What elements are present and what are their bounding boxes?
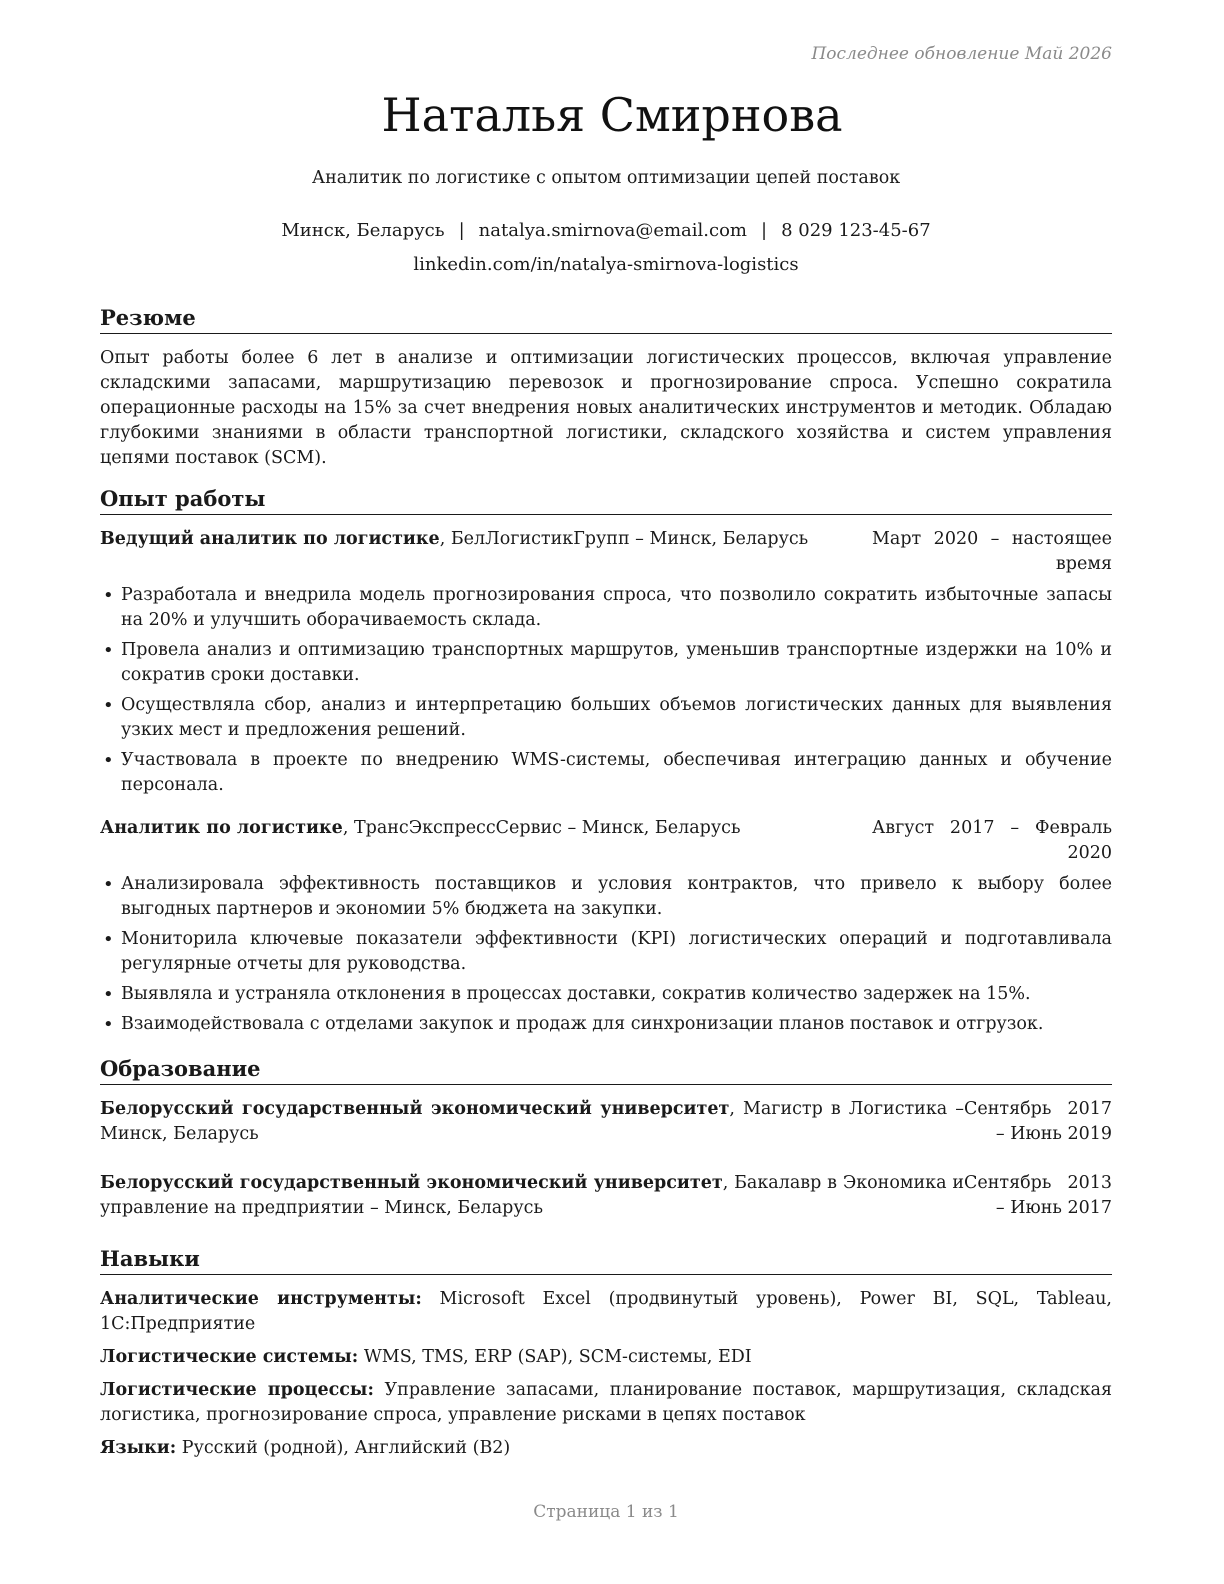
list-item: • Осуществляла сбор, анализ и интерпретацию больших объемов логистических данных для выявления узких мест и предложения решений. — [100, 693, 1112, 743]
phone: 8 029 123-45-67 — [781, 220, 931, 241]
job-company: , ТрансЭкспрессСервис – Минск, Беларусь — [342, 818, 741, 838]
resume-content — [100, 304, 1112, 1469]
job-dates: Август 2017 – Февраль 2020 — [872, 818, 1112, 863]
education-item — [100, 1171, 1112, 1221]
skill-label: Логистические процессы: — [100, 1380, 374, 1400]
summary-text: Опыт работы более 6 лет в анализе и оптимизации логистических процессов, включая управление складскими запасами, маршрутизацию перевозок и прогнозирование спроса. Успешно сократила операционные расходы на 15% за счет внедрения новых аналитических инструментов и методик. Обладаю глубокими знаниями в области транспортной логистики, складского хозяйства и систем управления цепями поставок (SCM). — [100, 348, 1112, 468]
skill-label: Логистические системы: — [100, 1347, 359, 1367]
education-school: Белорусский государственный экономический университет — [100, 1173, 723, 1193]
education-dates: Сентябрь 2017 – Июнь 2019 — [964, 1099, 1112, 1144]
skill-label: Языки: — [100, 1438, 177, 1458]
section-title-skills: Навыки — [100, 1245, 1112, 1275]
skill-line — [100, 1378, 1112, 1428]
job-bullets — [100, 583, 1112, 798]
job-position: Ведущий аналитик по логистике — [100, 529, 440, 549]
education-degree: , Магистр в Логистика – Минск, Беларусь — [100, 1099, 964, 1144]
list-item: • Анализировала эффективность поставщиков и условия контрактов, что привело к выбору более выгодных партнеров и экономии 5% бюджета на закупки. — [100, 872, 1112, 922]
section-title-education: Образование — [100, 1055, 1112, 1085]
list-item: • Мониторила ключевые показатели эффективности (KPI) логистических операций и подготавливала регулярные отчеты для руководства. — [100, 927, 1112, 977]
location: Минск, Беларусь — [281, 220, 445, 241]
skill-value: Русский (родной), Английский (B2) — [176, 1438, 511, 1458]
section-title-summary: Резюме — [100, 304, 1112, 334]
education-degree: , Бакалавр в Экономика и управление на предприятии – Минск, Беларусь — [100, 1173, 965, 1218]
linkedin-link[interactable]: linkedin.com/in/natalya-smirnova-logistics — [413, 254, 799, 275]
list-item: • Выявляла и устраняла отклонения в процессах доставки, сократив количество задержек на 15%. — [100, 982, 1112, 1007]
skill-line — [100, 1436, 1112, 1461]
tagline: Аналитик по логистике с опытом оптимизации цепей поставок — [311, 168, 901, 188]
section-title-experience: Опыт работы — [100, 485, 1112, 515]
separator: | — [458, 220, 465, 241]
list-item: • Разработала и внедрила модель прогнозирования спроса, что позволило сократить избыточные запасы на 20% и улучшить оборачиваемость склада. — [100, 583, 1112, 633]
separator: | — [761, 220, 768, 241]
list-item: • Участвовала в проекте по внедрению WMS-системы, обеспечивая интеграцию данных и обучение персонала. — [100, 748, 1112, 798]
list-item: • Взаимодействовала с отделами закупок и продаж для синхронизации планов поставок и отгрузок. — [100, 1012, 1112, 1037]
education-item — [100, 1097, 1112, 1147]
job-dates: Март 2020 – настоящее время — [872, 529, 1112, 574]
list-item: • Провела анализ и оптимизацию транспортных маршрутов, уменьшив транспортные издержки на 10% и сократив сроки доставки. — [100, 638, 1112, 688]
skill-value: Microsoft Excel (продвинутый уровень), Power BI, SQL, Tableau, 1С:Предприятие — [100, 1289, 1112, 1334]
contact-line — [0, 220, 1212, 241]
skill-line — [100, 1345, 1112, 1370]
candidate-name: Наталья Смирнова — [381, 88, 843, 142]
skill-line — [100, 1287, 1112, 1337]
job-header — [100, 816, 1112, 866]
job-company: , БелЛогистикГрупп – Минск, Беларусь — [439, 529, 809, 549]
email-link[interactable]: natalya.smirnova@email.com — [478, 220, 747, 241]
job-bullets — [100, 872, 1112, 1037]
education-school: Белорусский государственный экономический университет — [100, 1099, 730, 1119]
skill-value: WMS, TMS, ERP (SAP), SCM-системы, EDI — [358, 1347, 752, 1367]
last-updated: Последнее обновление Май 2026 — [811, 44, 1112, 64]
education-dates: Сентябрь 2013 – Июнь 2017 — [964, 1173, 1112, 1218]
job-position: Аналитик по логистике — [100, 818, 343, 838]
skill-value: Управление запасами, планирование поставок, маршрутизация, складская логистика, прогнозирование спроса, управление рисками в цепях поставок — [100, 1380, 1112, 1425]
job-header — [100, 527, 1112, 577]
skill-label: Аналитические инструменты: — [100, 1289, 422, 1309]
page-number: Страница 1 из 1 — [533, 1502, 679, 1522]
